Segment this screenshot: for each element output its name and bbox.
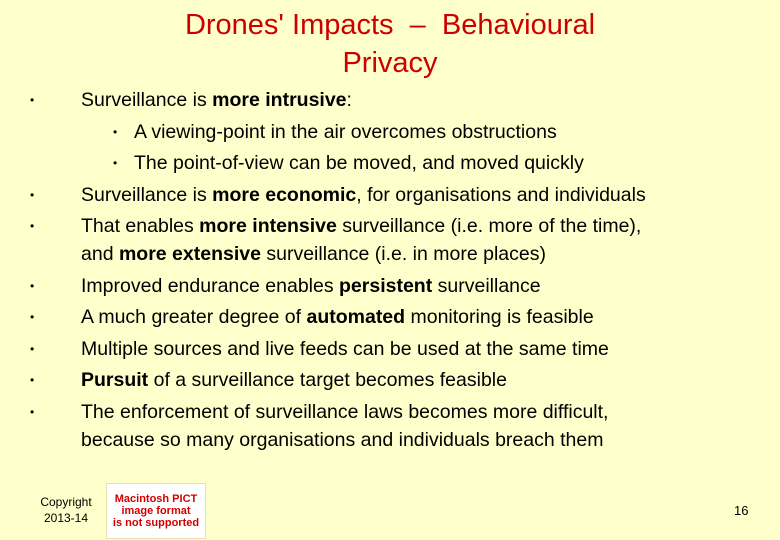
emphasis-text: more intensive — [199, 215, 337, 237]
bullet-text-continuation — [81, 428, 603, 452]
pict-text-line-2: image format — [121, 505, 191, 517]
emphasis-text: Pursuit — [81, 369, 149, 391]
bullet-text-continuation — [81, 242, 546, 266]
bullet-text — [81, 88, 352, 112]
sub-bullet-text — [134, 151, 584, 175]
bullet-text-segment: surveillance — [432, 275, 541, 297]
copyright-label: Copyright — [40, 495, 92, 509]
bullet-marker: • — [30, 219, 35, 233]
emphasis-text: more extensive — [118, 243, 261, 265]
bullet-text-segment: A much greater degree of — [81, 306, 307, 328]
bullet-text-segment: That enables — [81, 215, 200, 237]
bullet-marker: • — [30, 188, 35, 202]
bullet-text-segment: because so many organisations and individuals breach them — [81, 429, 604, 451]
copyright-notice — [30, 494, 102, 526]
pict-text-line-3: is not supported — [112, 517, 200, 529]
slide-title-line-2: Privacy — [342, 47, 438, 79]
bullet-text — [81, 183, 646, 207]
emphasis-text: more intrusive — [212, 89, 347, 111]
emphasis-text: persistent — [339, 275, 433, 297]
bullet-text — [81, 337, 609, 361]
bullet-text-segment: of a surveillance target becomes feasible — [148, 369, 507, 391]
page-number: 16 — [734, 503, 749, 518]
bullet-text — [81, 214, 641, 238]
sub-bullet-marker: • — [113, 156, 118, 170]
slide-title-line-1: Drones' Impacts – Behavioural — [184, 9, 596, 41]
sub-bullet-marker: • — [113, 125, 118, 139]
sub-bullet-text — [134, 120, 557, 144]
bullet-marker: • — [30, 405, 35, 419]
bullet-text-segment: Multiple sources and live feeds can be used at the same time — [81, 338, 609, 360]
bullet-text — [81, 305, 594, 329]
bullet-text-segment: Surveillance is — [81, 184, 213, 206]
bullet-text-segment: , for organisations and individuals — [356, 184, 646, 206]
bullet-text — [81, 400, 608, 424]
bullet-text — [81, 368, 507, 392]
unsupported-image-placeholder — [106, 483, 206, 539]
bullet-marker: • — [30, 310, 35, 324]
bullet-text-segment: The point-of-view can be moved, and moved quickly — [134, 152, 584, 174]
bullet-text-segment: monitoring is feasible — [405, 306, 594, 328]
bullet-text-segment: A viewing-point in the air overcomes obstructions — [134, 121, 557, 143]
bullet-text-segment: : — [346, 89, 352, 111]
bullet-marker: • — [30, 93, 35, 107]
bullet-marker: • — [30, 279, 35, 293]
bullet-text-segment: Surveillance is — [81, 89, 213, 111]
emphasis-text: automated — [306, 306, 406, 328]
emphasis-text: more economic — [212, 184, 357, 206]
bullet-text-segment: surveillance (i.e. more of the time), — [336, 215, 642, 237]
bullet-text-segment: Improved endurance enables — [81, 275, 340, 297]
pict-text-line-1: Macintosh PICT — [114, 493, 198, 505]
bullet-marker: • — [30, 342, 35, 356]
copyright-years: 2013-14 — [43, 511, 89, 525]
bullet-marker: • — [30, 373, 35, 387]
bullet-text-segment: surveillance (i.e. in more places) — [260, 243, 546, 265]
bullet-text-segment: and — [81, 243, 119, 265]
bullet-text — [81, 274, 541, 298]
bullet-text-segment: The enforcement of surveillance laws becomes more difficult, — [81, 401, 609, 423]
